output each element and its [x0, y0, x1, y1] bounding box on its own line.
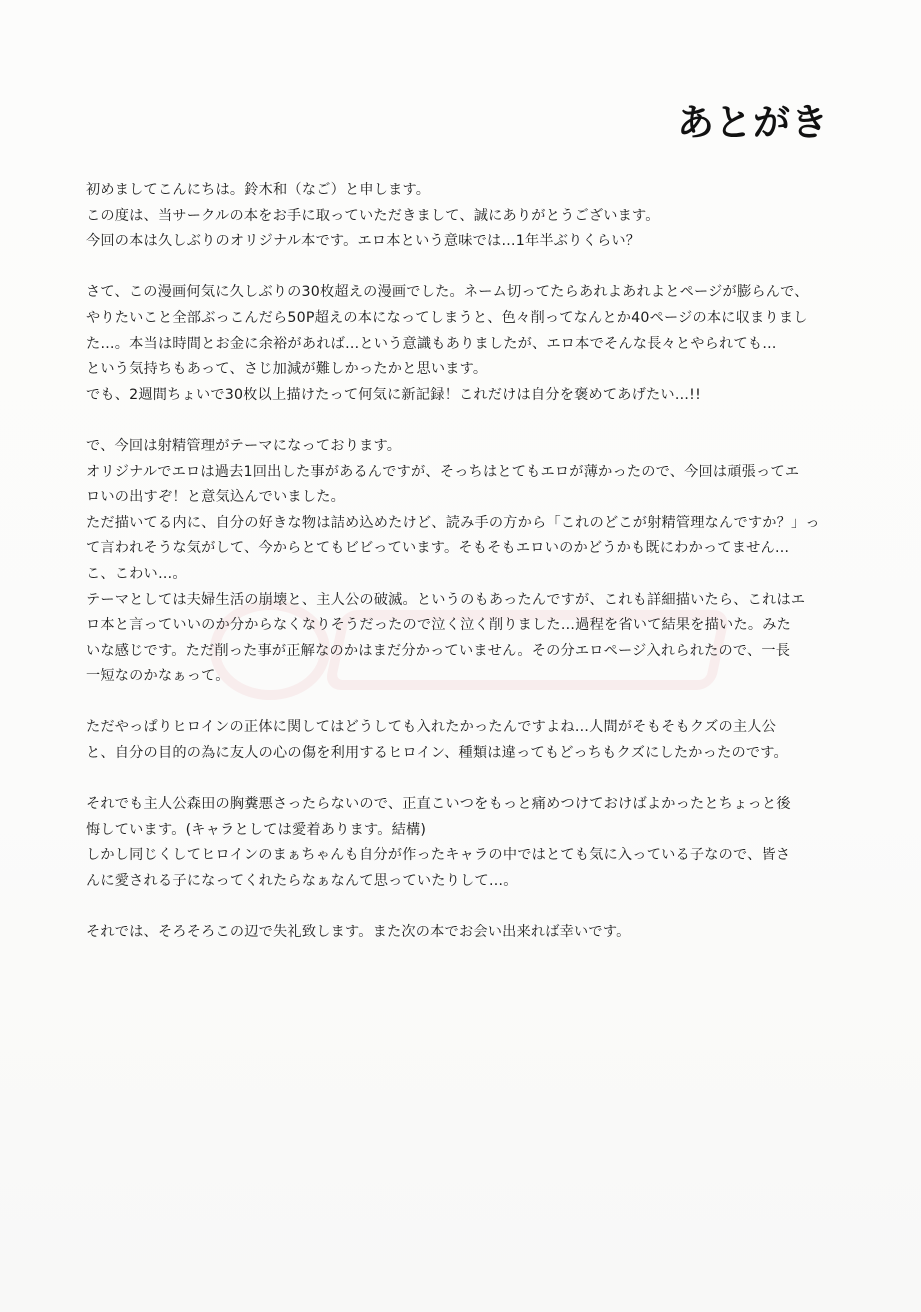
text-line: ロ本と言っていいのか分からなくなりそうだったので泣く泣く削りました…過程を省いて結果を描いた。みた: [86, 617, 791, 634]
page-title: あとがき: [677, 101, 829, 144]
paragraph: [86, 792, 846, 894]
paragraph-gap: [86, 255, 846, 281]
text-line: しかし同じくしてヒロインのまぁちゃんも自分が作ったキャラの中ではとても気に入っている子なので、皆さ: [86, 847, 791, 864]
paragraph: [86, 715, 846, 766]
paragraph-gap: [86, 408, 846, 434]
text-line: やりたいこと全部ぶっこんだら50P超えの本になってしまうと、色々削ってなんとか40ページの本に収まりまし: [86, 309, 808, 326]
text-line: ロいの出すぞ！と意気込んでいました。: [86, 489, 345, 506]
paragraph: [86, 434, 846, 690]
text-line: で、今回は射精管理がテーマになっております。: [86, 437, 402, 454]
afterword-body: [86, 178, 846, 946]
text-line: 悔しています。(キャラとしては愛着あります。結構): [86, 821, 427, 838]
text-line: こ、こわい…。: [86, 565, 187, 582]
text-line: と、自分の目的の為に友人の心の傷を利用するヒロイン、種類は違ってもどっちもクズにしたかったのです。: [86, 745, 788, 762]
paragraph: [86, 178, 846, 255]
text-line: いな感じです。ただ削った事が正解なのかはまだ分かっていません。その分エロページ入れられたので、一長: [86, 642, 791, 659]
text-line: んに愛される子になってくれたらなぁなんて思っていたりして…。: [86, 873, 518, 890]
text-line: ただやっぱりヒロインの正体に関してはどうしても入れたかったんですよね…人間がそもそもクズの主人公: [86, 719, 777, 736]
text-line: でも、2週間ちょいで30枚以上描けたって何気に新記録！これだけは自分を褒めてあげたい…!!: [86, 386, 701, 403]
paragraph-gap: [86, 767, 846, 793]
paragraph: [86, 920, 846, 946]
text-line: ただ描いてる内に、自分の好きな物は詰め込めたけど、読み手の方から「これのどこが射精管理なんですか？」っ: [86, 514, 820, 531]
text-line: それでも主人公森田の胸糞悪さったらないので、正直こいつをもっと痛めつけておけばよかったとちょっと後: [86, 796, 791, 813]
paragraph: [86, 280, 846, 408]
text-line: それでは、そろそろこの辺で失礼致します。また次の本でお会い出来れば幸いです。: [86, 924, 631, 941]
text-line: 初めましてこんにちは。鈴木和（なご）と申します。: [86, 182, 431, 198]
text-line: た…。本当は時間とお金に余裕があれば…という意識もありましたが、エロ本でそんな長々とやられても…: [86, 335, 777, 352]
text-line: 一短なのかなぁって。: [86, 668, 230, 685]
text-line: という気持ちもあって、さじ加減が難しかったかと思います。: [86, 361, 488, 378]
paragraph-gap: [86, 895, 846, 921]
text-line: オリジナルでエロは過去1回出した事があるんですが、そっちはとてもエロが薄かったので、今回は頑張ってエ: [86, 463, 800, 480]
text-line: 今回の本は久しぶりのオリジナル本です。エロ本という意味では…1年半ぶりくらい？: [86, 233, 641, 250]
text-line: て言われそうな気がして、今からとてもビビっています。そもそもエロいのかどうかも既にわかってません…: [86, 540, 790, 557]
text-line: テーマとしては夫婦生活の崩壊と、主人公の破滅。というのもあったんですが、これも詳細描いたら、これはエ: [86, 591, 806, 608]
text-line: この度は、当サークルの本をお手に取っていただきまして、誠にありがとうございます。: [86, 207, 660, 224]
paragraph-gap: [86, 690, 846, 716]
text-line: さて、この漫画何気に久しぶりの30枚超えの漫画でした。ネーム切ってたらあれよあれよとページが膨らんで、: [86, 284, 809, 301]
